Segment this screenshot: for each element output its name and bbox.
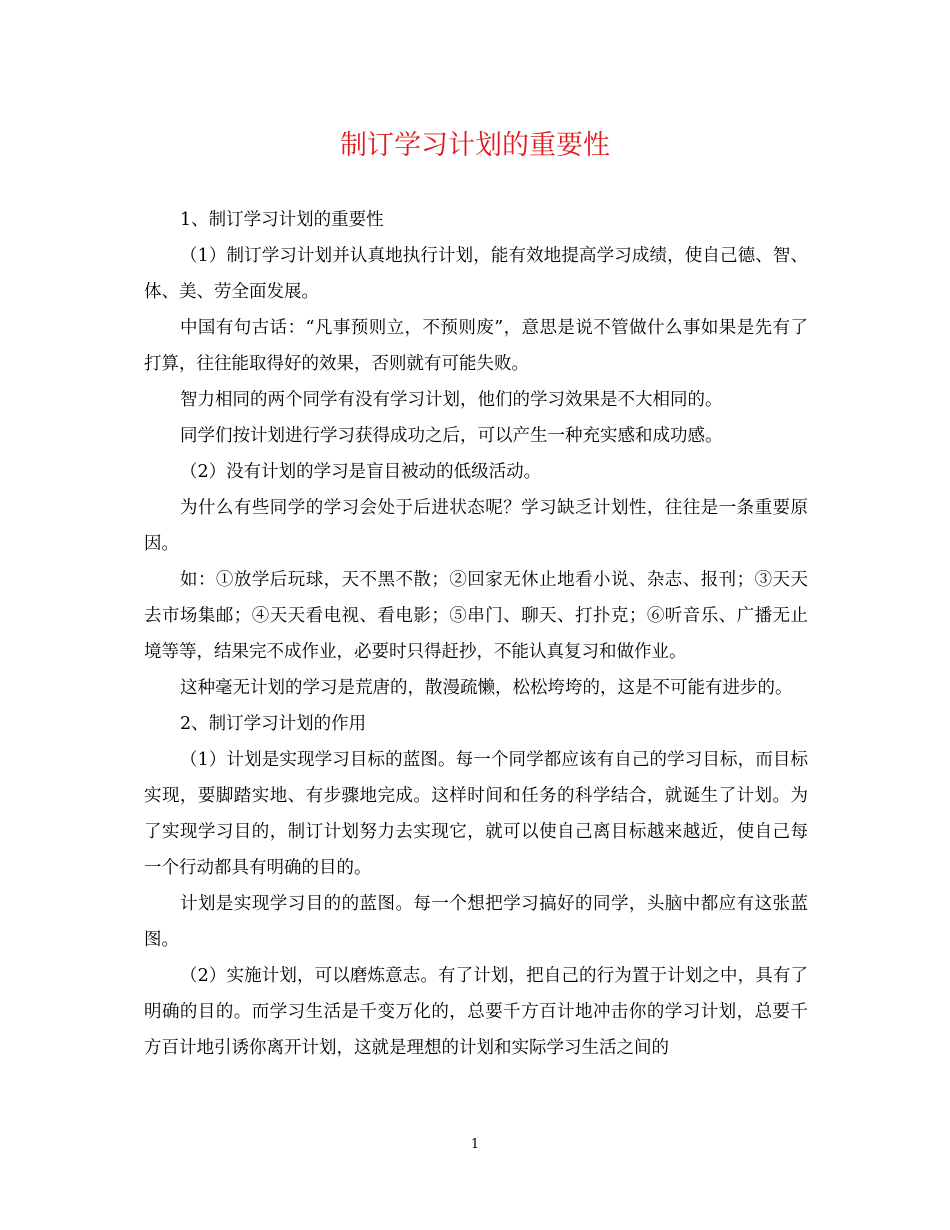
paragraph: （1）制订学习计划并认真地执行计划，能有效地提高学习成绩，使自己德、智、体、美、劳全面发展。 xyxy=(144,246,808,302)
paragraph: 如：①放学后玩球，天不黑不散；②回家无休止地看小说、杂志、报刊；③天天去市场集邮；④天天看电视、看电影；⑤串门、聊天、打扑克；⑥听音乐、广播无止境等等，结果完不成作业，必要时只得赶抄，不能认真复习和做作业。 xyxy=(144,570,808,662)
document-title: 制订学习计划的重要性 xyxy=(340,130,610,161)
paragraph: （1）计划是实现学习目标的蓝图。每一个同学都应该有自己的学习目标，而目标实现，要脚踏实地、有步骤地完成。这样时间和任务的科学结合，就诞生了计划。为了实现学习目的，制订计划努力去实现它，就可以使自己离目标越来越近，使自己每一个行动都具有明确的目的。 xyxy=(144,750,808,878)
paragraph: （2）实施计划，可以磨炼意志。有了计划，把自己的行为置于计划之中，具有了明确的目的。而学习生活是千变万化的，总要千方百计地冲击你的学习计划，总要千方百计地引诱你离开计划，这就是理想的计划和实际学习生活之间的 xyxy=(144,966,808,1058)
document-body xyxy=(144,202,808,1066)
page-number: 1 xyxy=(470,1137,480,1152)
paragraph: 计划是实现学习目的的蓝图。每一个想把学习搞好的同学，头脑中都应有这张蓝图。 xyxy=(144,894,808,950)
paragraph: 智力相同的两个同学有没有学习计划，他们的学习效果是不大相同的。 xyxy=(180,390,723,410)
section-heading-2: 2、制订学习计划的作用 xyxy=(180,714,367,734)
paragraph: （2）没有计划的学习是盲目被动的低级活动。 xyxy=(180,462,542,482)
section-heading-1: 1、制订学习计划的重要性 xyxy=(180,210,384,230)
paragraph: 同学们按计划进行学习获得成功之后，可以产生一种充实感和成功感。 xyxy=(180,426,723,446)
paragraph: 这种毫无计划的学习是荒唐的，散漫疏懒，松松垮垮的，这是不可能有进步的。 xyxy=(180,678,793,698)
paragraph: 中国有句古话：“凡事预则立，不预则废”，意思是说不管做什么事如果是先有了打算，往往能取得好的效果，否则就有可能失败。 xyxy=(144,318,808,374)
paragraph: 为什么有些同学的学习会处于后进状态呢？学习缺乏计划性，往往是一条重要原因。 xyxy=(144,498,808,554)
